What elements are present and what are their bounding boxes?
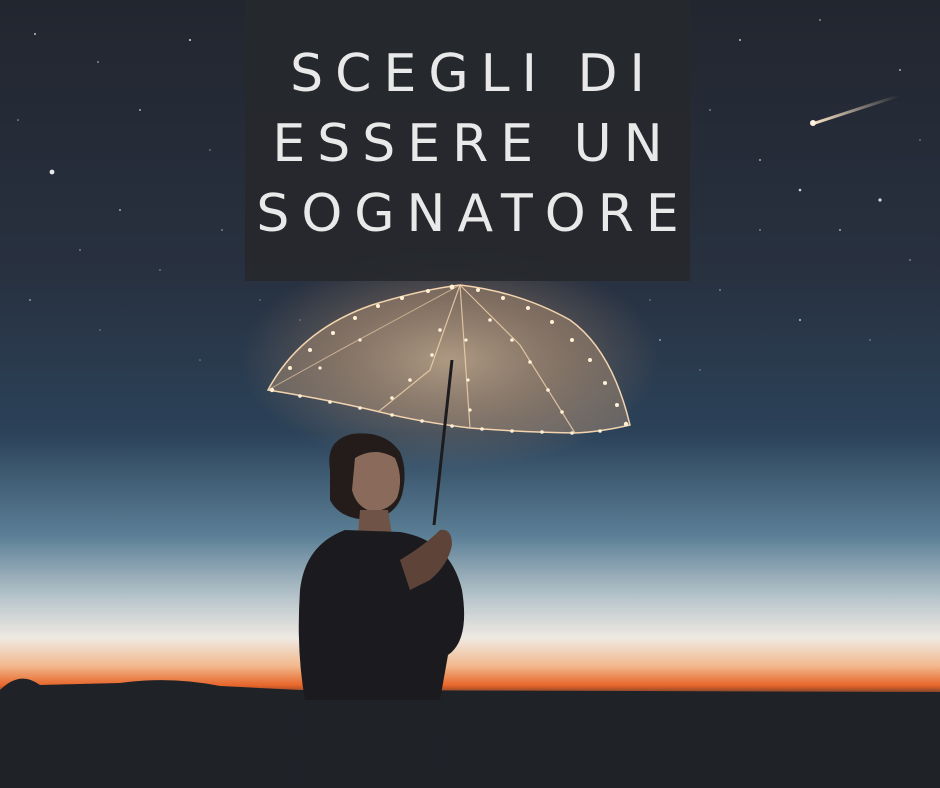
headline-line-2: ESSERE UN [272,113,675,174]
headline-box [245,0,690,281]
headline-line-3: SOGNATORE [256,183,691,244]
headline-line-1: SCEGLI DI [290,43,657,104]
